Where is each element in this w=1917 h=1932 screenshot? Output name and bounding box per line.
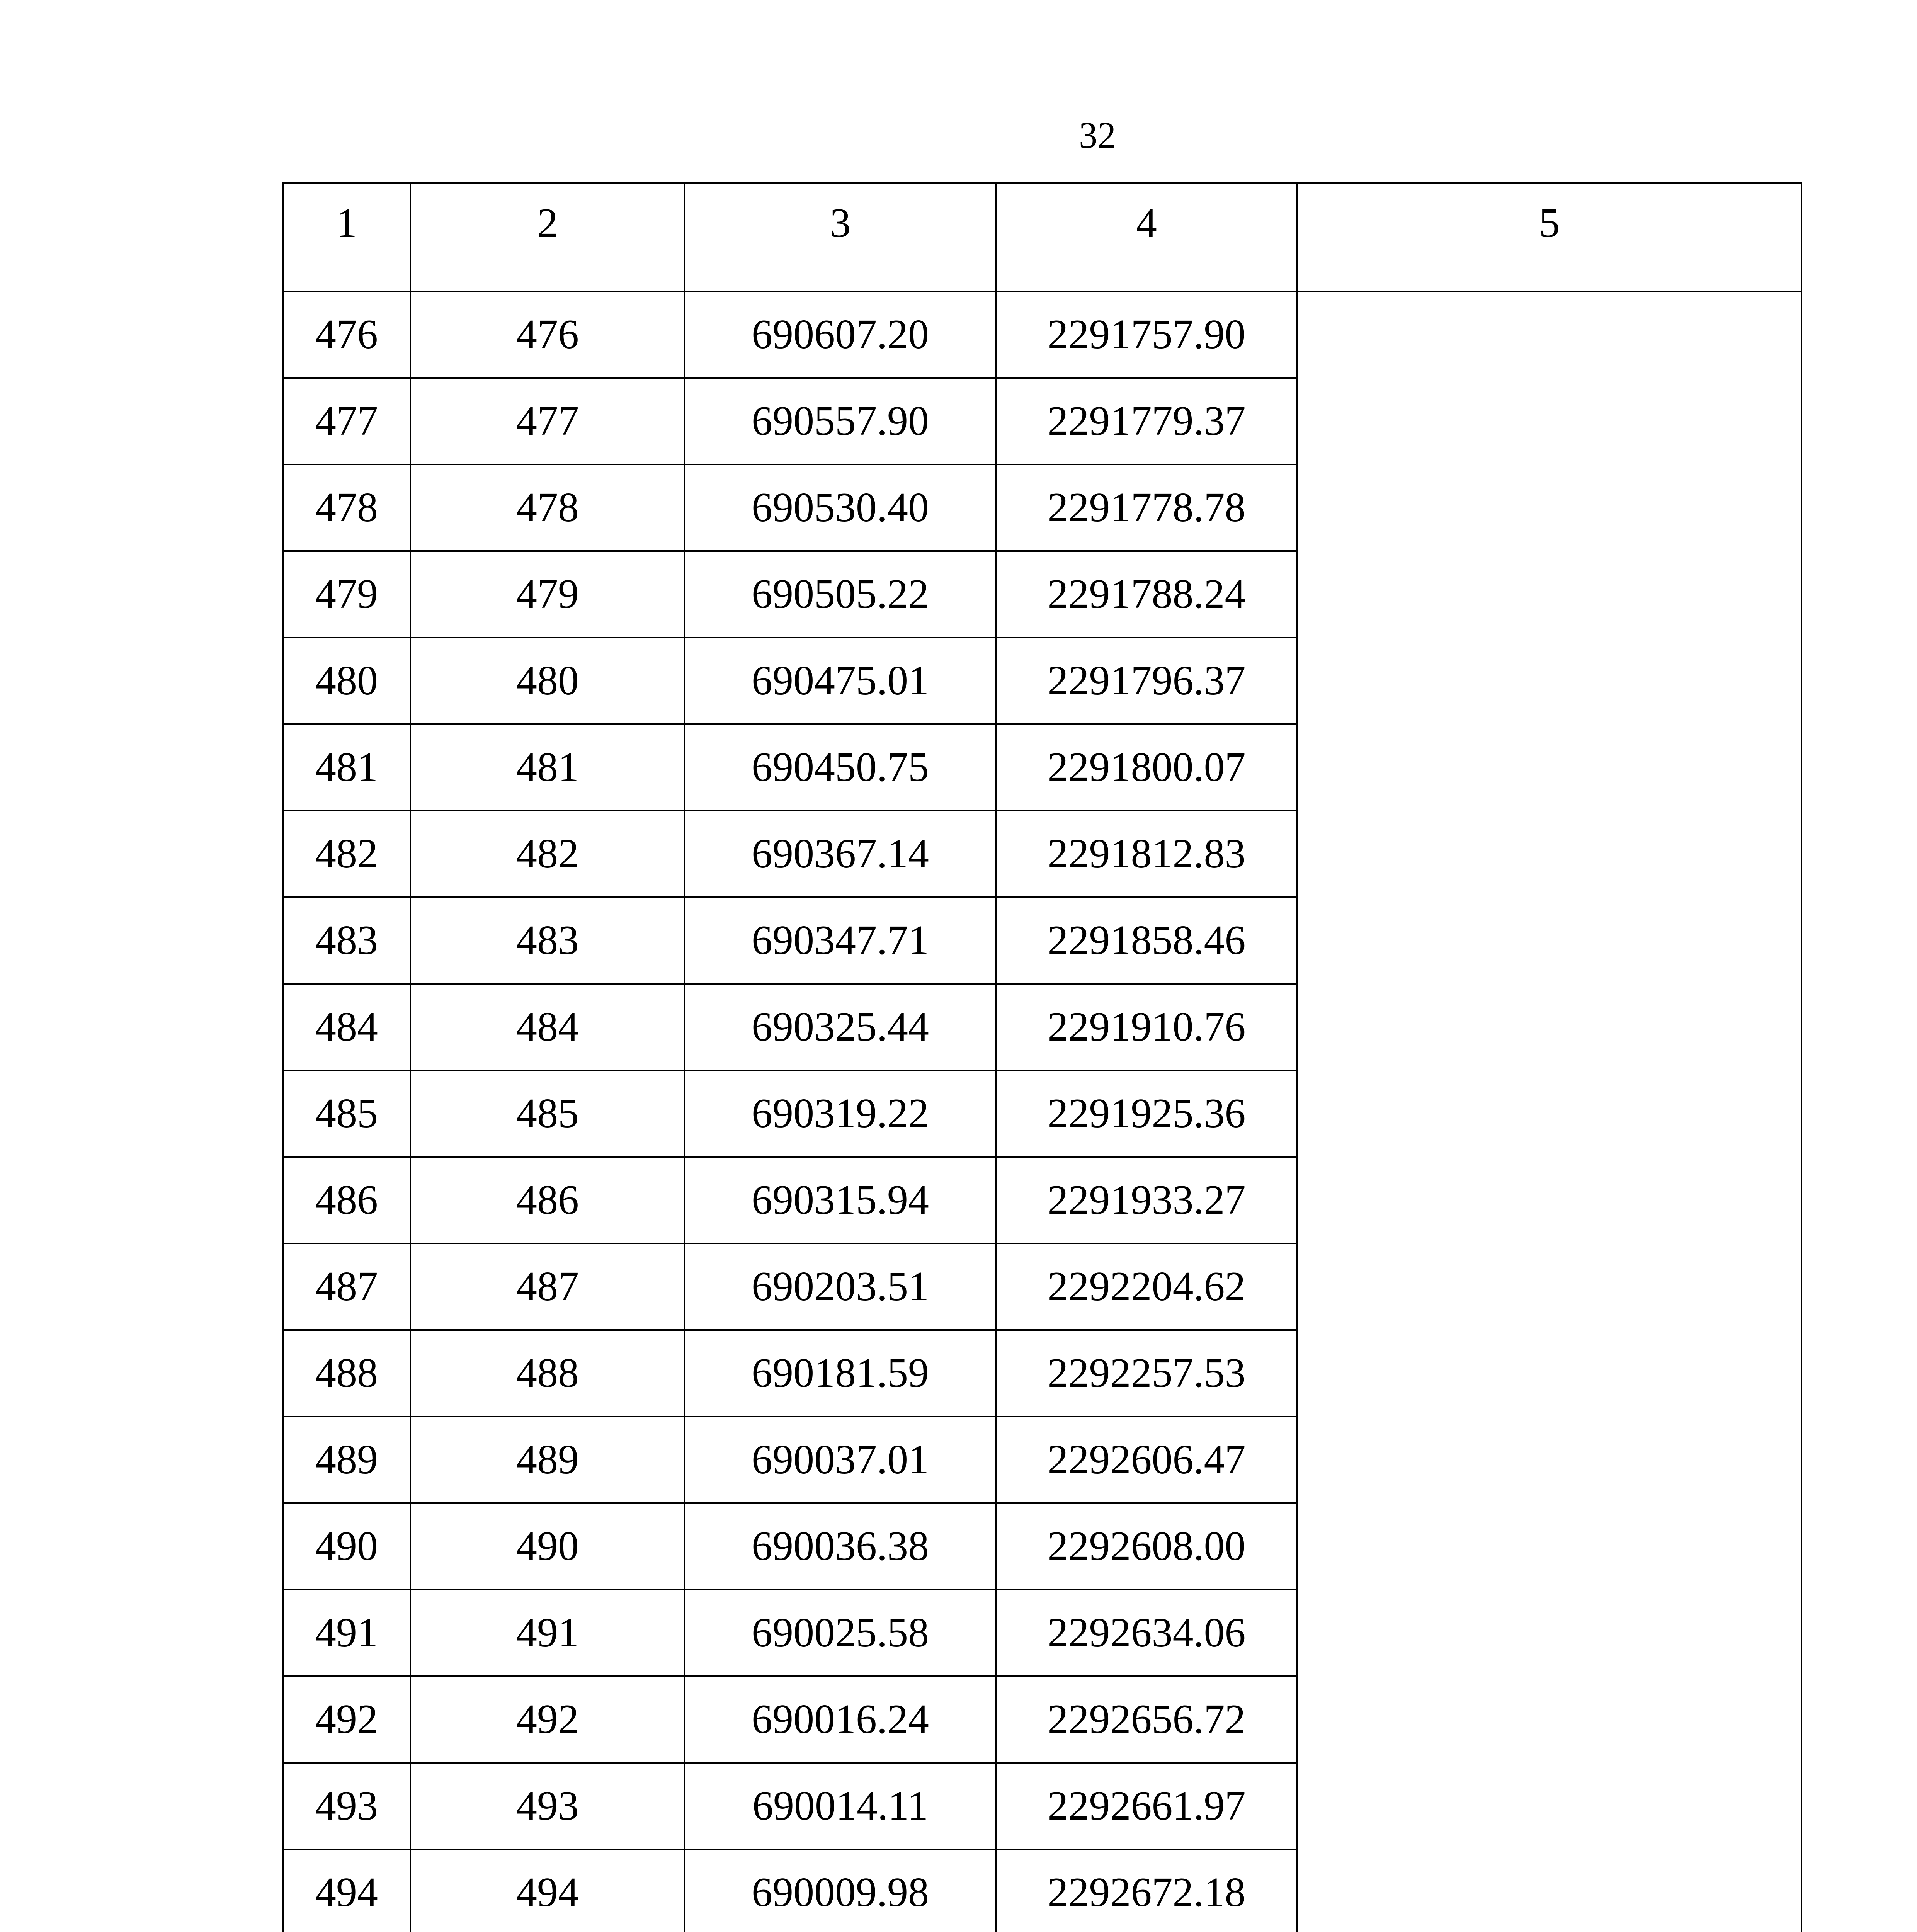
x-coordinate-cell: 690607.20 xyxy=(685,291,996,378)
y-coordinate-cell: 2291925.36 xyxy=(996,1070,1297,1157)
y-coordinate-cell: 2292634.06 xyxy=(996,1590,1297,1676)
point-number-cell: 486 xyxy=(283,1157,410,1243)
vertex-number-cell: 493 xyxy=(410,1763,685,1849)
y-coordinate-cell: 2291910.76 xyxy=(996,984,1297,1070)
vertex-number-cell: 491 xyxy=(410,1590,685,1676)
vertex-number-cell: 492 xyxy=(410,1676,685,1763)
y-coordinate-cell: 2292257.53 xyxy=(996,1330,1297,1417)
x-coordinate-cell: 690037.01 xyxy=(685,1417,996,1503)
column-header-4: 4 xyxy=(996,183,1297,291)
column-header-5: 5 xyxy=(1297,183,1801,291)
y-coordinate-cell: 2291812.83 xyxy=(996,811,1297,897)
vertex-number-cell: 476 xyxy=(410,291,685,378)
y-coordinate-cell: 2291858.46 xyxy=(996,897,1297,984)
x-coordinate-cell: 690203.51 xyxy=(685,1243,996,1330)
y-coordinate-cell: 2291933.27 xyxy=(996,1157,1297,1243)
y-coordinate-cell: 2292661.97 xyxy=(996,1763,1297,1849)
notes-cell xyxy=(1297,291,1801,1932)
x-coordinate-cell: 690315.94 xyxy=(685,1157,996,1243)
point-number-cell: 487 xyxy=(283,1243,410,1330)
y-coordinate-cell: 2291788.24 xyxy=(996,551,1297,638)
y-coordinate-cell: 2291796.37 xyxy=(996,638,1297,724)
x-coordinate-cell: 690016.24 xyxy=(685,1676,996,1763)
point-number-cell: 481 xyxy=(283,724,410,811)
x-coordinate-cell: 690036.38 xyxy=(685,1503,996,1590)
point-number-cell: 478 xyxy=(283,464,410,551)
x-coordinate-cell: 690450.75 xyxy=(685,724,996,811)
x-coordinate-cell: 690319.22 xyxy=(685,1070,996,1157)
vertex-number-cell: 490 xyxy=(410,1503,685,1590)
table-body xyxy=(283,291,1801,1932)
column-header-3: 3 xyxy=(685,183,996,291)
x-coordinate-cell: 690367.14 xyxy=(685,811,996,897)
y-coordinate-cell: 2291757.90 xyxy=(996,291,1297,378)
point-number-cell: 479 xyxy=(283,551,410,638)
x-coordinate-cell: 690014.11 xyxy=(685,1763,996,1849)
column-header-1: 1 xyxy=(283,183,410,291)
table-row xyxy=(283,291,1801,378)
x-coordinate-cell: 690181.59 xyxy=(685,1330,996,1417)
point-number-cell: 477 xyxy=(283,378,410,464)
x-coordinate-cell: 690347.71 xyxy=(685,897,996,984)
y-coordinate-cell: 2292656.72 xyxy=(996,1676,1297,1763)
x-coordinate-cell: 690505.22 xyxy=(685,551,996,638)
vertex-number-cell: 478 xyxy=(410,464,685,551)
y-coordinate-cell: 2292672.18 xyxy=(996,1849,1297,1932)
point-number-cell: 485 xyxy=(283,1070,410,1157)
vertex-number-cell: 494 xyxy=(410,1849,685,1932)
vertex-number-cell: 480 xyxy=(410,638,685,724)
point-number-cell: 488 xyxy=(283,1330,410,1417)
point-number-cell: 482 xyxy=(283,811,410,897)
y-coordinate-cell: 2292204.62 xyxy=(996,1243,1297,1330)
point-number-cell: 476 xyxy=(283,291,410,378)
vertex-number-cell: 486 xyxy=(410,1157,685,1243)
point-number-cell: 480 xyxy=(283,638,410,724)
y-coordinate-cell: 2291779.37 xyxy=(996,378,1297,464)
point-number-cell: 483 xyxy=(283,897,410,984)
table-header xyxy=(283,183,1801,291)
vertex-number-cell: 485 xyxy=(410,1070,685,1157)
point-number-cell: 491 xyxy=(283,1590,410,1676)
x-coordinate-cell: 690530.40 xyxy=(685,464,996,551)
x-coordinate-cell: 690325.44 xyxy=(685,984,996,1070)
vertex-number-cell: 483 xyxy=(410,897,685,984)
point-number-cell: 490 xyxy=(283,1503,410,1590)
y-coordinate-cell: 2291778.78 xyxy=(996,464,1297,551)
y-coordinate-cell: 2292608.00 xyxy=(996,1503,1297,1590)
header-row xyxy=(283,183,1801,291)
vertex-number-cell: 479 xyxy=(410,551,685,638)
vertex-number-cell: 477 xyxy=(410,378,685,464)
y-coordinate-cell: 2291800.07 xyxy=(996,724,1297,811)
x-coordinate-cell: 690025.58 xyxy=(685,1590,996,1676)
vertex-number-cell: 481 xyxy=(410,724,685,811)
y-coordinate-cell: 2292606.47 xyxy=(996,1417,1297,1503)
vertex-number-cell: 484 xyxy=(410,984,685,1070)
x-coordinate-cell: 690475.01 xyxy=(685,638,996,724)
point-number-cell: 489 xyxy=(283,1417,410,1503)
vertex-number-cell: 482 xyxy=(410,811,685,897)
vertex-number-cell: 489 xyxy=(410,1417,685,1503)
point-number-cell: 494 xyxy=(283,1849,410,1932)
point-number-cell: 484 xyxy=(283,984,410,1070)
point-number-cell: 493 xyxy=(283,1763,410,1849)
vertex-number-cell: 487 xyxy=(410,1243,685,1330)
column-header-2: 2 xyxy=(410,183,685,291)
page-number: 32 xyxy=(1079,114,1116,156)
coordinates-table xyxy=(282,182,1802,1932)
point-number-cell: 492 xyxy=(283,1676,410,1763)
vertex-number-cell: 488 xyxy=(410,1330,685,1417)
x-coordinate-cell: 690009.98 xyxy=(685,1849,996,1932)
x-coordinate-cell: 690557.90 xyxy=(685,378,996,464)
